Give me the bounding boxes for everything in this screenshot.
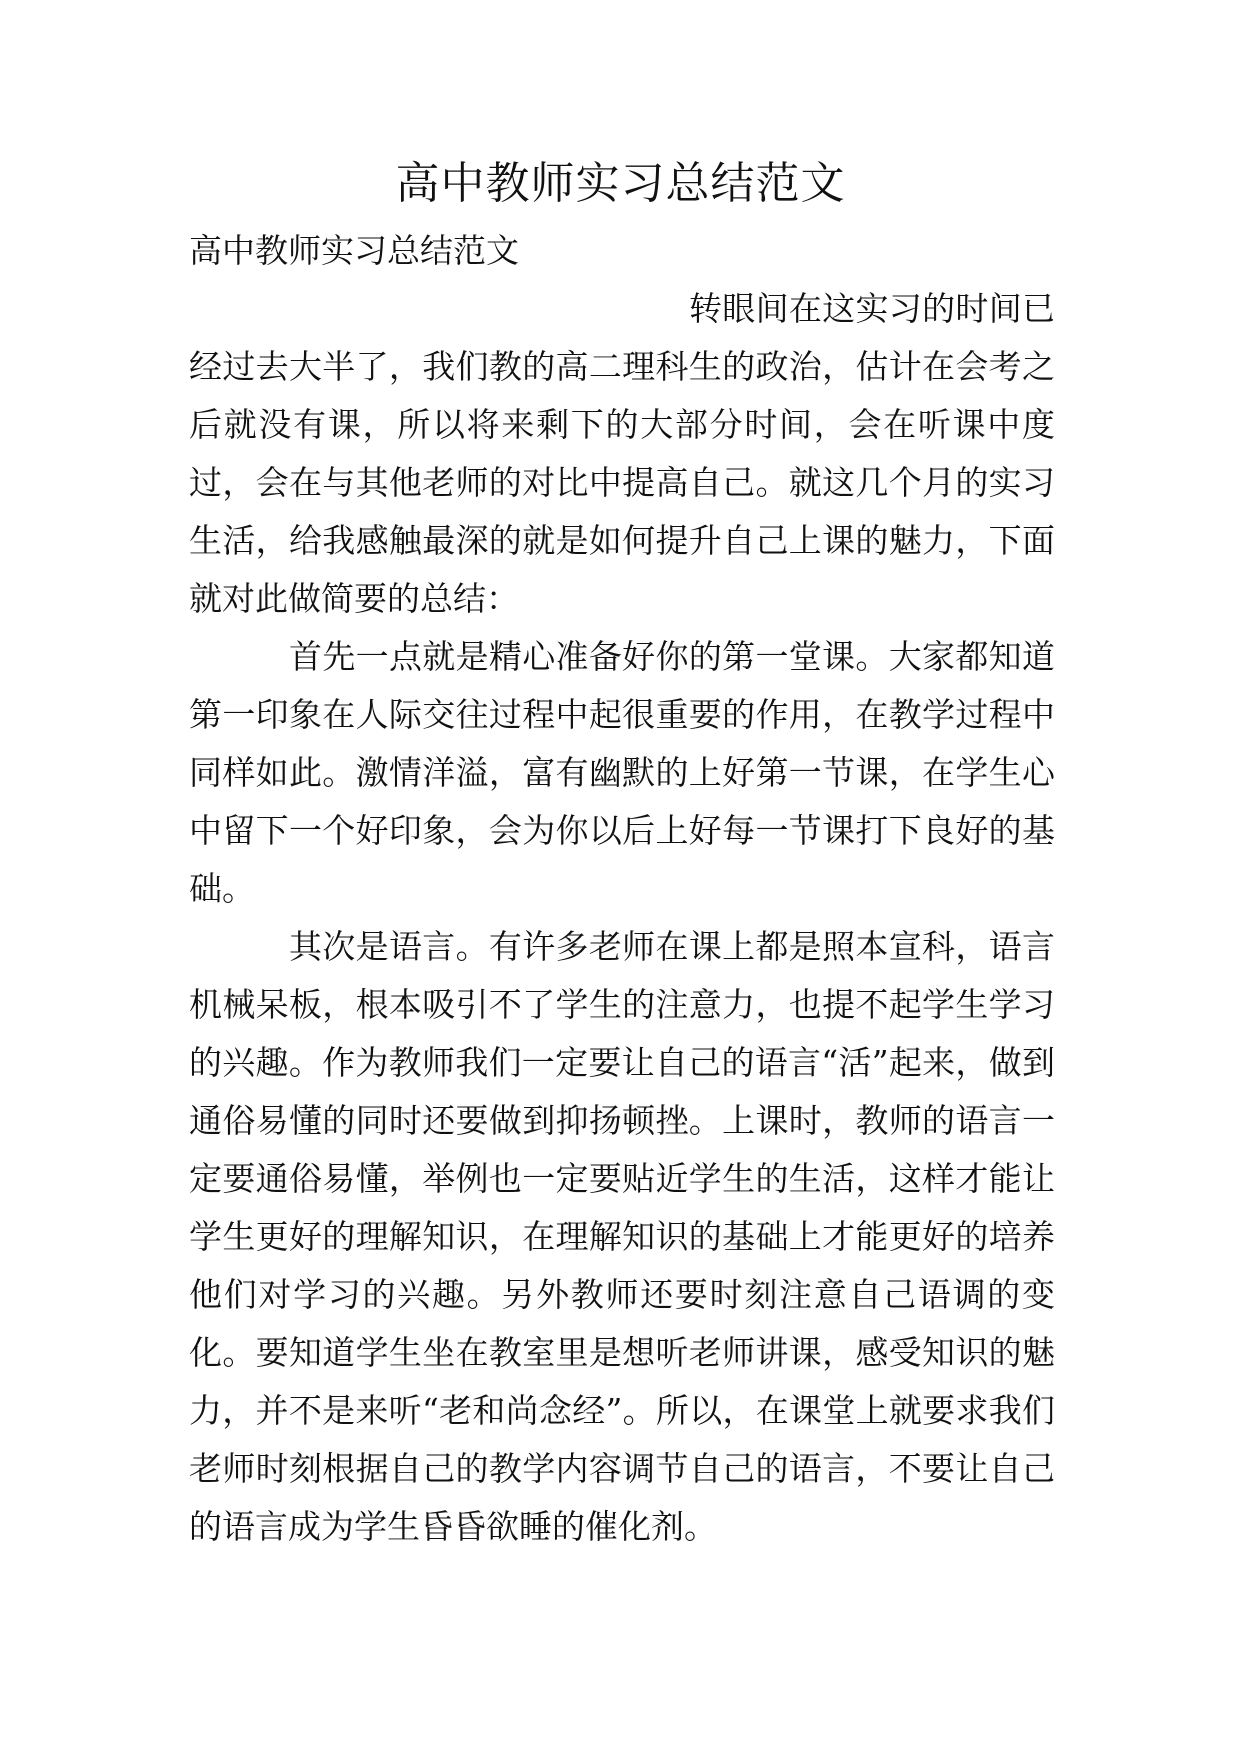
document-body [189,222,1055,1556]
paragraph-first-lesson: 首先一点就是精心准备好你的第一堂课。大家都知道第一印象在人际交往过程中起很重要的作用，在教学过程中同样如此。激情洋溢，富有幽默的上好第一节课，在学生心中留下一个好印象，会为你以后上好每一节课打下良好的基础。 [189,637,1055,908]
paragraph-intro: 转眼间在这实习的时间已经过去大半了，我们教的高二理科生的政治，估计在会考之后就没有课，所以将来剩下的大部分时间，会在听课中度过，会在与其他老师的对比中提高自己。就这几个月的实习生活，给我感触最深的就是如何提升自己上课的魅力，下面就对此做简要的总结： [189,289,1055,618]
document-subtitle: 高中教师实习总结范文 [189,231,519,270]
paragraph-language: 其次是语言。有许多老师在课上都是照本宣科，语言机械呆板，根本吸引不了学生的注意力，也提不起学生学习的兴趣。作为教师我们一定要让自己的语言“活”起来，做到通俗易懂的同时还要做到抑扬顿挫。上课时，教师的语言一定要通俗易懂，举例也一定要贴近学生的生活，这样才能让学生更好的理解知识，在理解知识的基础上才能更好的培养他们对学习的兴趣。另外教师还要时刻注意自己语调的变化。要知道学生坐在教室里是想听老师讲课，感受知识的魅力，并不是来听“老和尚念经”。所以，在课堂上就要求我们老师时刻根据自己的教学内容调节自己的语言，不要让自己的语言成为学生昏昏欲睡的催化剂。 [189,927,1055,1546]
document-title: 高中教师实习总结范文 [395,158,846,209]
